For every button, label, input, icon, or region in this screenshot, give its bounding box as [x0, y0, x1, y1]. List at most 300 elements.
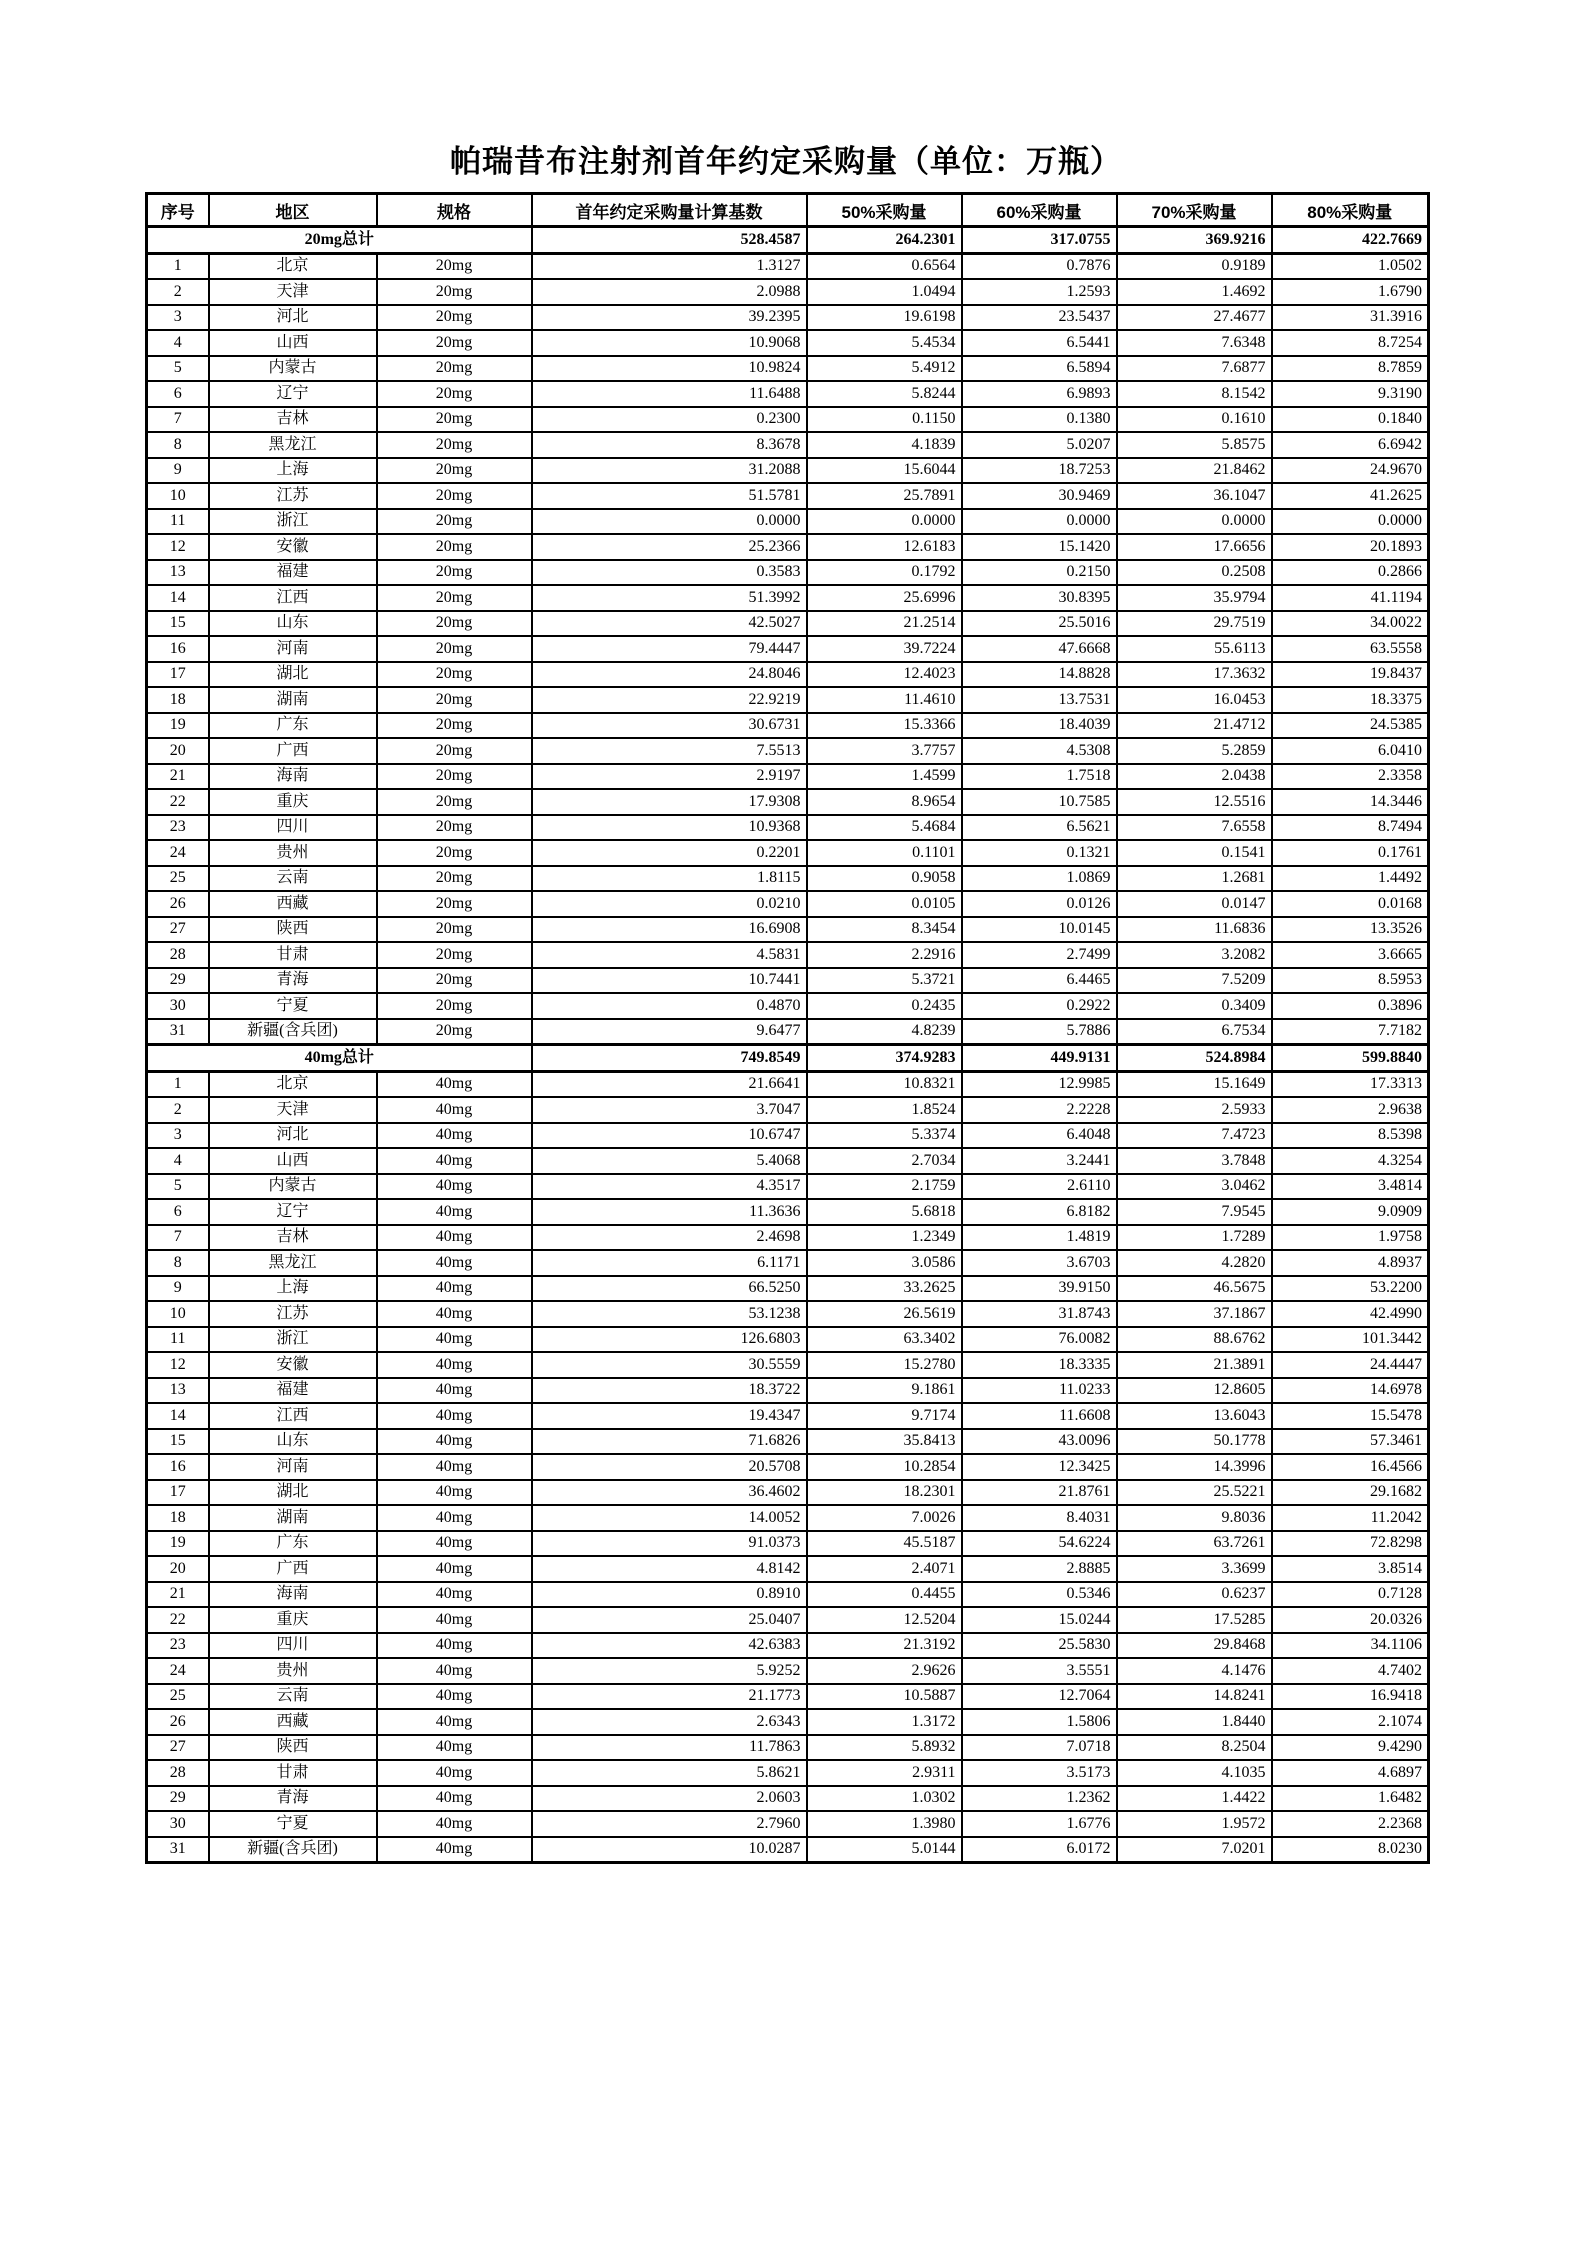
table-row — [147, 636, 1429, 662]
cell-spec: 20mg — [377, 891, 532, 917]
table-row — [147, 1607, 1429, 1633]
cell-70pct: 4.2820 — [1117, 1250, 1272, 1276]
cell-base: 3.7047 — [532, 1097, 807, 1123]
cell-region: 黑龙江 — [209, 1250, 377, 1276]
cell-spec: 20mg — [377, 253, 532, 279]
cell-80pct: 34.0022 — [1272, 611, 1429, 637]
cell-80pct: 1.0502 — [1272, 253, 1429, 279]
cell-spec: 40mg — [377, 1429, 532, 1455]
cell-50pct: 12.4023 — [807, 662, 962, 688]
cell-50pct: 18.2301 — [807, 1480, 962, 1506]
cell-80pct: 1.4492 — [1272, 866, 1429, 892]
cell-region: 天津 — [209, 279, 377, 305]
cell-50pct: 2.2916 — [807, 942, 962, 968]
cell-80pct: 24.5385 — [1272, 713, 1429, 739]
column-header-60pct: 60%采购量 — [962, 194, 1117, 227]
cell-no: 17 — [147, 1480, 209, 1506]
cell-no: 1 — [147, 253, 209, 279]
cell-region: 海南 — [209, 1582, 377, 1608]
cell-70pct: 12.5516 — [1117, 789, 1272, 815]
cell-no: 21 — [147, 764, 209, 790]
cell-80pct: 1.6790 — [1272, 279, 1429, 305]
cell-region: 山东 — [209, 611, 377, 637]
cell-60pct: 25.5016 — [962, 611, 1117, 637]
cell-no: 5 — [147, 1174, 209, 1200]
cell-spec: 20mg — [377, 764, 532, 790]
cell-60pct: 76.0082 — [962, 1327, 1117, 1353]
table-row — [147, 1301, 1429, 1327]
table-row — [147, 1760, 1429, 1786]
cell-spec: 20mg — [377, 789, 532, 815]
cell-spec: 20mg — [377, 738, 532, 764]
cell-70pct: 0.2508 — [1117, 560, 1272, 586]
cell-50pct: 3.7757 — [807, 738, 962, 764]
cell-70pct: 21.4712 — [1117, 713, 1272, 739]
cell-60pct: 5.7886 — [962, 1019, 1117, 1045]
cell-60pct: 2.7499 — [962, 942, 1117, 968]
cell-base: 0.2300 — [532, 407, 807, 433]
cell-60pct: 31.8743 — [962, 1301, 1117, 1327]
cell-region: 天津 — [209, 1097, 377, 1123]
cell-80pct: 0.2866 — [1272, 560, 1429, 586]
cell-base: 24.8046 — [532, 662, 807, 688]
cell-no: 21 — [147, 1582, 209, 1608]
cell-no: 31 — [147, 1837, 209, 1863]
section-total-label: 20mg总计 — [147, 227, 532, 254]
cell-50pct: 25.7891 — [807, 483, 962, 509]
cell-no: 19 — [147, 1531, 209, 1557]
cell-50pct: 10.5887 — [807, 1684, 962, 1710]
cell-80pct: 34.1106 — [1272, 1633, 1429, 1659]
cell-50pct: 11.4610 — [807, 687, 962, 713]
cell-base: 22.9219 — [532, 687, 807, 713]
cell-spec: 20mg — [377, 432, 532, 458]
cell-spec: 40mg — [377, 1454, 532, 1480]
cell-region: 河南 — [209, 636, 377, 662]
cell-no: 18 — [147, 687, 209, 713]
cell-spec: 40mg — [377, 1327, 532, 1353]
header-row — [147, 194, 1429, 227]
cell-spec: 40mg — [377, 1276, 532, 1302]
cell-50pct: 5.3374 — [807, 1123, 962, 1149]
cell-80pct: 8.7859 — [1272, 356, 1429, 382]
cell-60pct: 15.1420 — [962, 534, 1117, 560]
cell-region: 湖南 — [209, 1505, 377, 1531]
cell-no: 14 — [147, 1403, 209, 1429]
cell-region: 山东 — [209, 1429, 377, 1455]
cell-80pct: 14.3446 — [1272, 789, 1429, 815]
cell-no: 24 — [147, 1658, 209, 1684]
cell-50pct: 15.3366 — [807, 713, 962, 739]
cell-base: 11.3636 — [532, 1199, 807, 1225]
cell-region: 湖北 — [209, 662, 377, 688]
cell-60pct: 0.2922 — [962, 993, 1117, 1019]
cell-base: 2.0988 — [532, 279, 807, 305]
cell-50pct: 5.4912 — [807, 356, 962, 382]
cell-80pct: 2.9638 — [1272, 1097, 1429, 1123]
table-row — [147, 815, 1429, 841]
cell-70pct: 29.8468 — [1117, 1633, 1272, 1659]
cell-50pct: 7.0026 — [807, 1505, 962, 1531]
cell-no: 12 — [147, 1352, 209, 1378]
cell-50pct: 2.9626 — [807, 1658, 962, 1684]
cell-region: 广西 — [209, 1556, 377, 1582]
cell-60pct: 18.7253 — [962, 458, 1117, 484]
cell-region: 广东 — [209, 713, 377, 739]
cell-80pct: 24.9670 — [1272, 458, 1429, 484]
cell-region: 贵州 — [209, 840, 377, 866]
cell-no: 14 — [147, 585, 209, 611]
cell-base: 0.2201 — [532, 840, 807, 866]
cell-60pct: 11.0233 — [962, 1378, 1117, 1404]
table-row — [147, 1429, 1429, 1455]
cell-no: 13 — [147, 560, 209, 586]
cell-spec: 40mg — [377, 1837, 532, 1863]
cell-base: 11.6488 — [532, 381, 807, 407]
table-row — [147, 611, 1429, 637]
table-row — [147, 968, 1429, 994]
cell-80pct: 3.6665 — [1272, 942, 1429, 968]
cell-spec: 40mg — [377, 1378, 532, 1404]
cell-50pct: 1.8524 — [807, 1097, 962, 1123]
cell-no: 12 — [147, 534, 209, 560]
cell-region: 甘肃 — [209, 1760, 377, 1786]
cell-base: 10.9824 — [532, 356, 807, 382]
cell-spec: 40mg — [377, 1301, 532, 1327]
cell-no: 23 — [147, 815, 209, 841]
cell-region: 上海 — [209, 1276, 377, 1302]
cell-60pct: 5.0207 — [962, 432, 1117, 458]
cell-base: 2.9197 — [532, 764, 807, 790]
cell-no: 10 — [147, 483, 209, 509]
cell-base: 10.0287 — [532, 1837, 807, 1863]
cell-50pct: 0.2435 — [807, 993, 962, 1019]
table-row — [147, 1684, 1429, 1710]
cell-60pct: 0.0000 — [962, 509, 1117, 535]
cell-80pct: 101.3442 — [1272, 1327, 1429, 1353]
cell-base: 19.4347 — [532, 1403, 807, 1429]
cell-spec: 40mg — [377, 1148, 532, 1174]
cell-50pct: 15.2780 — [807, 1352, 962, 1378]
table-row — [147, 840, 1429, 866]
cell-60pct: 6.4465 — [962, 968, 1117, 994]
cell-60pct: 30.9469 — [962, 483, 1117, 509]
cell-70pct: 4.1476 — [1117, 1658, 1272, 1684]
cell-50pct: 5.8244 — [807, 381, 962, 407]
cell-80pct: 4.8937 — [1272, 1250, 1429, 1276]
cell-region: 内蒙古 — [209, 1174, 377, 1200]
cell-region: 江苏 — [209, 1301, 377, 1327]
table-row — [147, 1556, 1429, 1582]
column-header-base: 首年约定采购量计算基数 — [532, 194, 807, 227]
cell-base: 51.3992 — [532, 585, 807, 611]
table-row — [147, 1019, 1429, 1045]
cell-no: 16 — [147, 636, 209, 662]
table-row — [147, 1174, 1429, 1200]
cell-no: 24 — [147, 840, 209, 866]
cell-base: 0.0210 — [532, 891, 807, 917]
cell-spec: 20mg — [377, 279, 532, 305]
cell-no: 10 — [147, 1301, 209, 1327]
cell-70pct: 37.1867 — [1117, 1301, 1272, 1327]
table-row — [147, 253, 1429, 279]
cell-base: 10.6747 — [532, 1123, 807, 1149]
cell-70pct: 0.0000 — [1117, 509, 1272, 535]
cell-spec: 40mg — [377, 1174, 532, 1200]
cell-no: 11 — [147, 509, 209, 535]
table-row — [147, 330, 1429, 356]
cell-70pct: 14.3996 — [1117, 1454, 1272, 1480]
cell-60pct: 43.0096 — [962, 1429, 1117, 1455]
table-row — [147, 993, 1429, 1019]
cell-spec: 20mg — [377, 942, 532, 968]
cell-70pct: 7.4723 — [1117, 1123, 1272, 1149]
cell-60pct: 10.7585 — [962, 789, 1117, 815]
cell-80pct: 19.8437 — [1272, 662, 1429, 688]
cell-base: 91.0373 — [532, 1531, 807, 1557]
cell-spec: 40mg — [377, 1735, 532, 1761]
cell-base: 10.9368 — [532, 815, 807, 841]
cell-60pct: 1.0869 — [962, 866, 1117, 892]
cell-base: 10.7441 — [532, 968, 807, 994]
cell-base: 9.6477 — [532, 1019, 807, 1045]
cell-spec: 40mg — [377, 1097, 532, 1123]
cell-no: 4 — [147, 1148, 209, 1174]
cell-base: 79.4447 — [532, 636, 807, 662]
cell-80pct: 0.1840 — [1272, 407, 1429, 433]
cell-60pct: 13.7531 — [962, 687, 1117, 713]
cell-50pct: 5.4534 — [807, 330, 962, 356]
cell-spec: 20mg — [377, 815, 532, 841]
cell-60pct: 1.5806 — [962, 1709, 1117, 1735]
section-total-row — [147, 1045, 1429, 1072]
cell-50pct: 4.8239 — [807, 1019, 962, 1045]
cell-70pct: 55.6113 — [1117, 636, 1272, 662]
cell-60pct: 25.5830 — [962, 1633, 1117, 1659]
cell-no: 22 — [147, 789, 209, 815]
cell-80pct: 2.2368 — [1272, 1811, 1429, 1837]
cell-60pct: 7.0718 — [962, 1735, 1117, 1761]
cell-base: 6.1171 — [532, 1250, 807, 1276]
cell-base: 30.5559 — [532, 1352, 807, 1378]
cell-60pct: 1.6776 — [962, 1811, 1117, 1837]
cell-base: 66.5250 — [532, 1276, 807, 1302]
cell-50pct: 2.7034 — [807, 1148, 962, 1174]
cell-70pct: 14.8241 — [1117, 1684, 1272, 1710]
cell-region: 浙江 — [209, 1327, 377, 1353]
cell-50pct: 5.0144 — [807, 1837, 962, 1863]
cell-50pct: 2.9311 — [807, 1760, 962, 1786]
cell-base: 51.5781 — [532, 483, 807, 509]
cell-60pct: 2.6110 — [962, 1174, 1117, 1200]
cell-60pct: 2.2228 — [962, 1097, 1117, 1123]
cell-50pct: 9.1861 — [807, 1378, 962, 1404]
cell-70pct: 7.5209 — [1117, 968, 1272, 994]
cell-70pct: 8.2504 — [1117, 1735, 1272, 1761]
cell-region: 青海 — [209, 1786, 377, 1812]
cell-60pct: 18.3335 — [962, 1352, 1117, 1378]
cell-80pct: 0.3896 — [1272, 993, 1429, 1019]
cell-60pct: 10.0145 — [962, 917, 1117, 943]
cell-spec: 20mg — [377, 611, 532, 637]
cell-70pct: 6.7534 — [1117, 1019, 1272, 1045]
cell-spec: 40mg — [377, 1225, 532, 1251]
cell-no: 28 — [147, 1760, 209, 1786]
cell-70pct: 3.0462 — [1117, 1174, 1272, 1200]
section-total-value: 317.0755 — [962, 227, 1117, 254]
cell-80pct: 9.3190 — [1272, 381, 1429, 407]
cell-70pct: 1.2681 — [1117, 866, 1272, 892]
cell-region: 安徽 — [209, 534, 377, 560]
cell-base: 4.8142 — [532, 1556, 807, 1582]
cell-80pct: 41.1194 — [1272, 585, 1429, 611]
section-total-label: 40mg总计 — [147, 1045, 532, 1072]
cell-80pct: 57.3461 — [1272, 1429, 1429, 1455]
cell-50pct: 4.1839 — [807, 432, 962, 458]
cell-60pct: 12.7064 — [962, 1684, 1117, 1710]
cell-50pct: 9.7174 — [807, 1403, 962, 1429]
cell-spec: 20mg — [377, 356, 532, 382]
section-total-value: 599.8840 — [1272, 1045, 1429, 1072]
cell-spec: 40mg — [377, 1556, 532, 1582]
cell-50pct: 15.6044 — [807, 458, 962, 484]
cell-region: 安徽 — [209, 1352, 377, 1378]
cell-70pct: 46.5675 — [1117, 1276, 1272, 1302]
cell-base: 42.5027 — [532, 611, 807, 637]
cell-spec: 20mg — [377, 483, 532, 509]
cell-50pct: 1.0494 — [807, 279, 962, 305]
cell-50pct: 33.2625 — [807, 1276, 962, 1302]
cell-base: 5.8621 — [532, 1760, 807, 1786]
cell-70pct: 63.7261 — [1117, 1531, 1272, 1557]
cell-spec: 40mg — [377, 1403, 532, 1429]
cell-80pct: 6.6942 — [1272, 432, 1429, 458]
cell-70pct: 13.6043 — [1117, 1403, 1272, 1429]
table-row — [147, 1225, 1429, 1251]
cell-base: 17.9308 — [532, 789, 807, 815]
cell-50pct: 0.0105 — [807, 891, 962, 917]
table-row — [147, 1505, 1429, 1531]
cell-60pct: 2.8885 — [962, 1556, 1117, 1582]
cell-80pct: 14.6978 — [1272, 1378, 1429, 1404]
cell-region: 辽宁 — [209, 1199, 377, 1225]
cell-60pct: 0.0126 — [962, 891, 1117, 917]
cell-50pct: 5.4684 — [807, 815, 962, 841]
table-row — [147, 509, 1429, 535]
cell-spec: 40mg — [377, 1811, 532, 1837]
cell-50pct: 10.2854 — [807, 1454, 962, 1480]
cell-80pct: 42.4990 — [1272, 1301, 1429, 1327]
cell-60pct: 6.5621 — [962, 815, 1117, 841]
cell-region: 贵州 — [209, 1658, 377, 1684]
cell-80pct: 4.6897 — [1272, 1760, 1429, 1786]
cell-80pct: 8.7254 — [1272, 330, 1429, 356]
table-row — [147, 1071, 1429, 1097]
cell-60pct: 1.4819 — [962, 1225, 1117, 1251]
cell-80pct: 0.0168 — [1272, 891, 1429, 917]
table-row — [147, 483, 1429, 509]
cell-80pct: 8.7494 — [1272, 815, 1429, 841]
section-total-row — [147, 227, 1429, 254]
cell-spec: 20mg — [377, 968, 532, 994]
cell-80pct: 4.3254 — [1272, 1148, 1429, 1174]
cell-70pct: 21.8462 — [1117, 458, 1272, 484]
cell-70pct: 35.9794 — [1117, 585, 1272, 611]
cell-region: 河北 — [209, 1123, 377, 1149]
section-total-value: 524.8984 — [1117, 1045, 1272, 1072]
table-row — [147, 1837, 1429, 1863]
cell-70pct: 7.6558 — [1117, 815, 1272, 841]
table-row — [147, 1276, 1429, 1302]
cell-base: 39.2395 — [532, 305, 807, 331]
section-total-value: 528.4587 — [532, 227, 807, 254]
cell-base: 25.0407 — [532, 1607, 807, 1633]
cell-no: 8 — [147, 432, 209, 458]
cell-region: 江苏 — [209, 483, 377, 509]
cell-spec: 20mg — [377, 509, 532, 535]
cell-no: 4 — [147, 330, 209, 356]
cell-base: 16.6908 — [532, 917, 807, 943]
cell-80pct: 17.3313 — [1272, 1071, 1429, 1097]
table-row — [147, 1148, 1429, 1174]
cell-60pct: 12.3425 — [962, 1454, 1117, 1480]
table-row — [147, 713, 1429, 739]
cell-60pct: 3.5551 — [962, 1658, 1117, 1684]
cell-base: 0.4870 — [532, 993, 807, 1019]
cell-60pct: 15.0244 — [962, 1607, 1117, 1633]
cell-60pct: 0.5346 — [962, 1582, 1117, 1608]
cell-region: 重庆 — [209, 789, 377, 815]
section-total-value: 374.9283 — [807, 1045, 962, 1072]
cell-spec: 20mg — [377, 534, 532, 560]
table-row — [147, 1531, 1429, 1557]
cell-70pct: 4.1035 — [1117, 1760, 1272, 1786]
table-body — [147, 227, 1429, 1863]
cell-region: 广西 — [209, 738, 377, 764]
cell-base: 2.0603 — [532, 1786, 807, 1812]
cell-no: 30 — [147, 993, 209, 1019]
cell-60pct: 6.8182 — [962, 1199, 1117, 1225]
cell-spec: 20mg — [377, 687, 532, 713]
table-row — [147, 891, 1429, 917]
column-header-80pct: 80%采购量 — [1272, 194, 1429, 227]
table-row — [147, 1480, 1429, 1506]
cell-no: 6 — [147, 1199, 209, 1225]
table-row — [147, 789, 1429, 815]
cell-spec: 40mg — [377, 1199, 532, 1225]
cell-no: 31 — [147, 1019, 209, 1045]
cell-70pct: 1.8440 — [1117, 1709, 1272, 1735]
cell-50pct: 5.8932 — [807, 1735, 962, 1761]
cell-70pct: 17.3632 — [1117, 662, 1272, 688]
cell-no: 29 — [147, 968, 209, 994]
cell-60pct: 14.8828 — [962, 662, 1117, 688]
cell-80pct: 31.3916 — [1272, 305, 1429, 331]
cell-50pct: 1.0302 — [807, 1786, 962, 1812]
section-total-value: 422.7669 — [1272, 227, 1429, 254]
cell-spec: 40mg — [377, 1709, 532, 1735]
cell-50pct: 1.2349 — [807, 1225, 962, 1251]
cell-60pct: 3.5173 — [962, 1760, 1117, 1786]
cell-spec: 20mg — [377, 560, 532, 586]
cell-region: 四川 — [209, 815, 377, 841]
cell-80pct: 0.1761 — [1272, 840, 1429, 866]
cell-no: 5 — [147, 356, 209, 382]
cell-70pct: 29.7519 — [1117, 611, 1272, 637]
cell-no: 13 — [147, 1378, 209, 1404]
cell-spec: 20mg — [377, 407, 532, 433]
cell-region: 河北 — [209, 305, 377, 331]
